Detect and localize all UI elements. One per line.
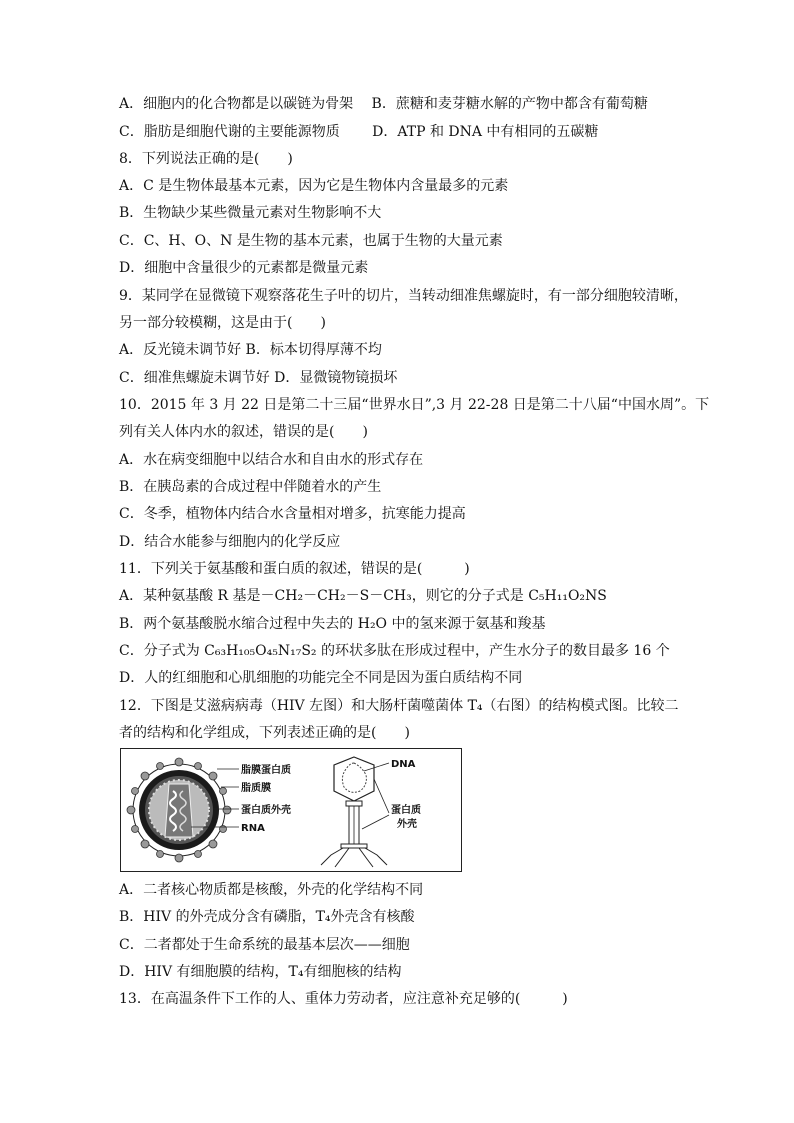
question-8-option-b: B．生物缺少某些微量元素对生物影响不大 <box>119 205 382 221</box>
question-10-option-b: B．在胰岛素的合成过程中伴随着水的产生 <box>119 479 382 495</box>
question-11-option-d: D．人的红细胞和心肌细胞的功能完全不同是因为蛋白质结构不同 <box>119 670 523 686</box>
question-9: 9．某同学在显微镜下观察落花生子叶的切片，当转动细准焦螺旋时，有一部分细胞较清晰， <box>119 288 688 304</box>
t4-label-protein: 蛋白质 <box>391 805 421 816</box>
question-9-options-ab: A．反光镜未调节好 B．标本切得厚薄不均 <box>119 342 382 358</box>
hiv-label-rna: RNA <box>241 823 265 834</box>
hiv-label-lipid-membrane: 脂质膜 <box>241 783 271 794</box>
line-2: C．脂肪是细胞代谢的主要能源物质 D．ATP 和 DNA 中有相同的五碳糖 <box>119 124 599 140</box>
question-10-option-c: C．冬季，植物体内结合水含量相对增多，抗寒能力提高 <box>119 506 466 522</box>
t4-phage-diagram <box>321 757 421 867</box>
hiv-label-protein-capsid: 蛋白质外壳 <box>241 805 291 816</box>
question-10-cont: 列有关人体内水的叙述，错误的是( ) <box>119 424 368 440</box>
question-12: 12．下图是艾滋病病毒（HIV 左图）和大肠杆菌噬菌体 T₄（右图）的结构模式图。比较二 <box>119 698 679 714</box>
question-11-option-b: B．两个氨基酸脱水缩合过程中失去的 H₂O 中的氢来源于氨基和羧基 <box>119 616 546 632</box>
question-12-cont: 者的结构和化学组成，下列表述正确的是( ) <box>119 725 410 741</box>
question-10-option-a: A．水在病变细胞中以结合水和自由水的形式存在 <box>119 452 424 468</box>
question-8: 8．下列说法正确的是( ) <box>119 151 293 167</box>
question-12-option-b: B．HIV 的外壳成分含有磷脂，T₄外壳含有核酸 <box>119 909 415 925</box>
question-9-cont: 另一部分较模糊，这是由于( ) <box>119 315 326 331</box>
t4-label-shell: 外壳 <box>397 819 417 830</box>
question-8-option-a: A．C 是生物体最基本元素，因为它是生物体内含量最多的元素 <box>119 178 509 194</box>
line-1: A．细胞内的化合物都是以碳链为骨架 B．蔗糖和麦芽糖水解的产物中都含有葡萄糖 <box>119 96 648 112</box>
question-8-option-d: D．细胞中含量很少的元素都是微量元素 <box>119 260 369 276</box>
question-12-option-c: C．二者都处于生命系统的最基本层次——细胞 <box>119 937 410 953</box>
question-9-options-cd: C．细准焦螺旋未调节好 D．显微镜物镜损坏 <box>119 370 398 386</box>
question-12-option-a: A．二者核心物质都是核酸，外壳的化学结构不同 <box>119 882 424 898</box>
hiv-label-envelope-protein: 脂膜蛋白质 <box>241 765 291 776</box>
t4-label-dna: DNA <box>391 759 416 770</box>
hiv-diagram <box>127 758 291 862</box>
question-10-option-d: D．结合水能参与细胞内的化学反应 <box>119 534 341 550</box>
question-11-option-c: C．分子式为 C₆₃H₁₀₅O₄₅N₁₇S₂ 的环状多肽在形成过程中，产生水分子的数目最多 16 个 <box>119 643 670 659</box>
question-13: 13．在高温条件下工作的人、重体力劳动者，应注意补充足够的( ) <box>119 991 568 1007</box>
question-10: 10．2015 年 3 月 22 日是第二十三届“世界水日”,3 月 22-28 日是第二十八届“中国水周”。下 <box>119 397 710 413</box>
question-11-option-a: A．某种氨基酸 R 基是－CH₂－CH₂－S－CH₃，则它的分子式是 C₅H₁₁O₂NS <box>119 588 607 604</box>
question-11: 11．下列关于氨基酸和蛋白质的叙述，错误的是( ) <box>119 561 470 577</box>
virus-structure-figure <box>120 748 462 872</box>
question-8-option-c: C．C、H、O、N 是生物的基本元素，也属于生物的大量元素 <box>119 233 503 249</box>
question-12-option-d: D．HIV 有细胞膜的结构，T₄有细胞核的结构 <box>119 964 402 980</box>
